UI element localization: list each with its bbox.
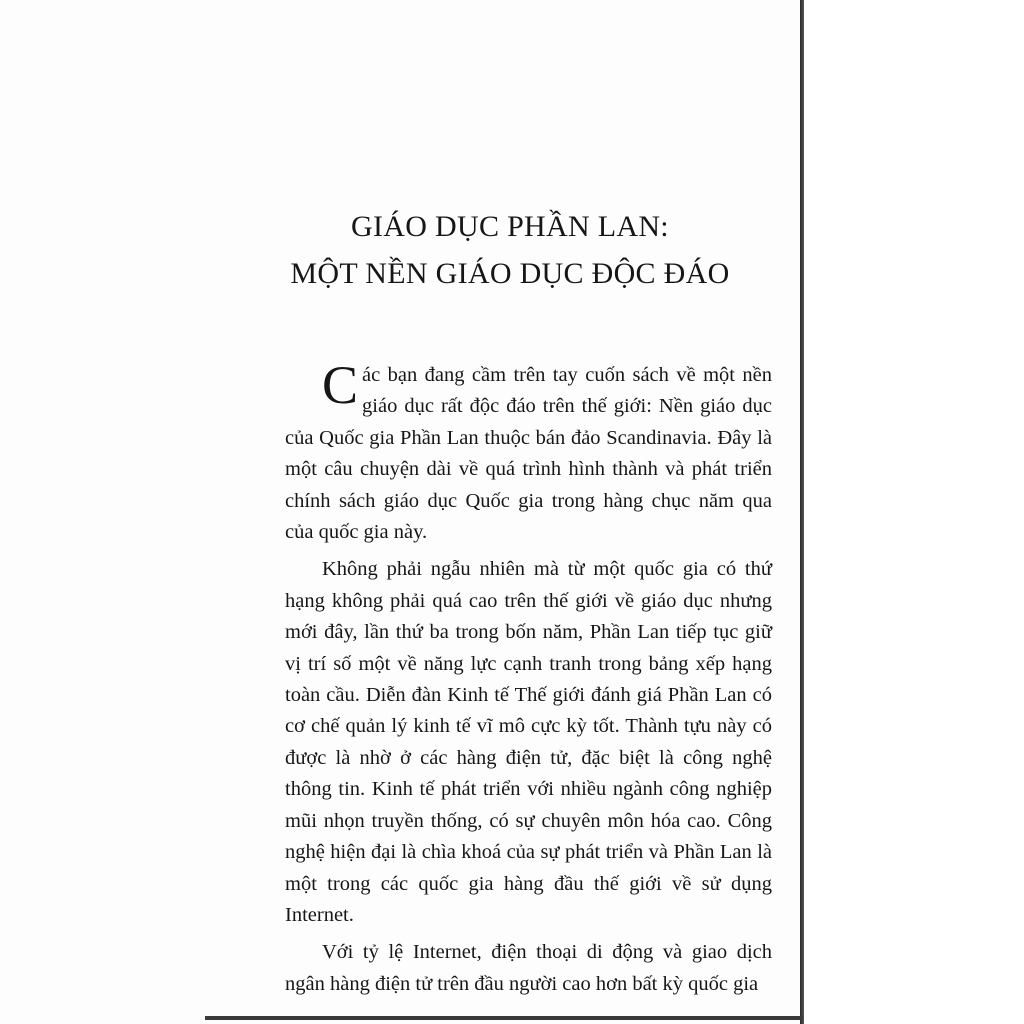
chapter-title-line-2: MỘT NỀN GIÁO DỤC ĐỘC ĐÁO [290, 257, 730, 290]
paragraph-2: Không phải ngẫu nhiên mà từ một quốc gia có thứ hạng không phải quá cao trên thế giới về giáo dục nhưng mới đây, lần thứ ba trong bốn năm, Phần Lan tiếp tục giữ vị trí số một về năng lực cạnh tranh trong bảng xếp hạng toàn cầu. Diễn đàn Kinh tế Thế giới đánh giá Phần Lan có cơ chế quản lý kinh tế vĩ mô cực kỳ tốt. Thành tựu này có được là nhờ ở các hàng điện tử, đặc biệt là công nghệ thông tin. Kinh tế phát triển với nhiều ngành công nghiệp mũi nhọn truyền thống, có sự chuyên môn hóa cao. Công nghệ hiện đại là chìa khoá của sự phát triển và Phần Lan là một trong các quốc gia hàng đầu thế giới về sử dụng Internet. [285, 558, 772, 926]
paragraph-1-text: ác bạn đang cầm trên tay cuốn sách về một nền giáo dục rất độc đáo trên thế giới: Nền giáo dục của Quốc gia Phần Lan thuộc bán đảo Scandinavia. Đây là một câu chuyện dài về quá trình hình thành và phát triển chính sách giáo dục Quốc gia trong hàng chục năm qua của quốc gia này. [285, 364, 772, 544]
paragraph-3: Với tỷ lệ Internet, điện thoại di động và giao dịch ngân hàng điện tử trên đầu người cao hơn bất kỳ quốc gia [285, 941, 772, 995]
chapter-title-line-1: GIÁO DỤC PHẦN LAN: [351, 210, 669, 243]
drop-cap: C [322, 355, 359, 415]
paragraph-1 [285, 355, 772, 548]
chapter-title [250, 203, 770, 297]
adjacent-page-area [804, 0, 1024, 1024]
page-edge [800, 0, 804, 1024]
body-text [285, 355, 772, 1000]
page-bottom-edge [205, 1016, 803, 1020]
